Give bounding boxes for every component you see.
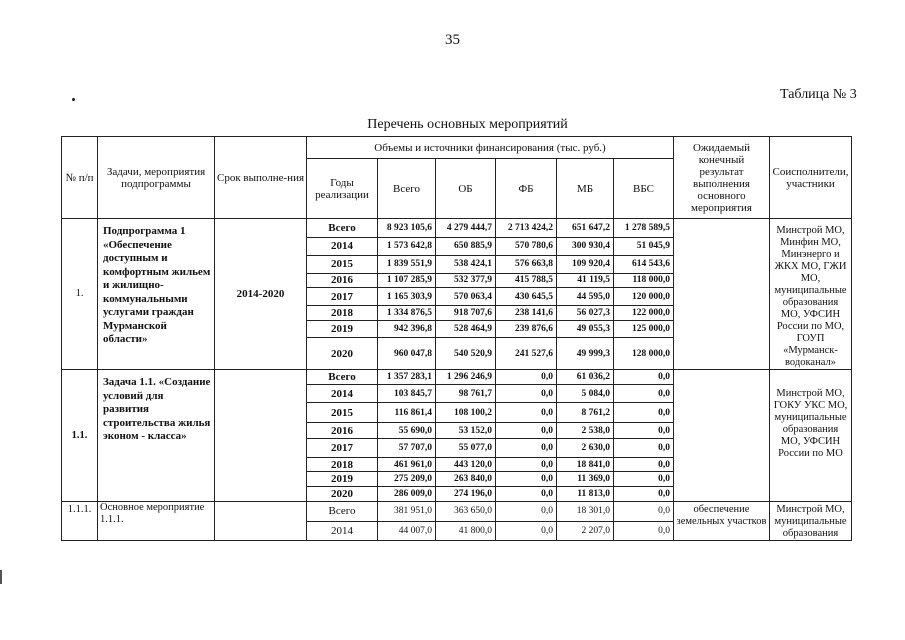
amount-total: 57 707,0 (378, 439, 436, 458)
table-row (62, 219, 852, 238)
amount-vbs: 0,0 (614, 403, 674, 423)
amount-vbs: 0,0 (614, 487, 674, 502)
task-title: Подпрограмма 1 «Обеспечение доступным и комфортным жильем и жилищно-коммунальными услугами граждан Мурманской области» (98, 219, 215, 370)
amount-fb: 415 788,5 (496, 273, 557, 288)
amount-total: 942 396,8 (378, 320, 436, 338)
header-fb: ФБ (496, 159, 557, 219)
amount-mb: 5 084,0 (557, 385, 614, 403)
row-number: 1.1.1. (62, 502, 98, 541)
amount-fb: 0,0 (496, 502, 557, 522)
amount-mb: 18 301,0 (557, 502, 614, 522)
amount-ob: 538 424,1 (436, 255, 496, 273)
amount-total: 116 861,4 (378, 403, 436, 423)
amount-fb: 576 663,8 (496, 255, 557, 273)
term-cell: 2014-2020 (215, 219, 307, 370)
row-number: 1.1. (62, 370, 98, 502)
amount-mb: 300 930,4 (557, 237, 614, 255)
amount-fb: 239 876,6 (496, 320, 557, 338)
term-cell (215, 502, 307, 541)
amount-mb: 2 630,0 (557, 439, 614, 458)
amount-fb: 0,0 (496, 487, 557, 502)
year-label: 2016 (307, 423, 378, 439)
header-term: Срок выполне-ния (215, 137, 307, 219)
amount-ob: 55 077,0 (436, 439, 496, 458)
amount-total: 461 961,0 (378, 458, 436, 472)
amount-fb: 0,0 (496, 423, 557, 439)
header-tasks: Задачи, мероприятия подпрограммы (98, 137, 215, 219)
amount-total: 1 839 551,9 (378, 255, 436, 273)
year-total-label: Всего (307, 370, 378, 385)
amount-total: 286 009,0 (378, 487, 436, 502)
amount-mb: 18 841,0 (557, 458, 614, 472)
table-label: Таблица № 3 (780, 87, 857, 102)
amount-fb: 2 713 424,2 (496, 219, 557, 238)
amount-vbs: 0,0 (614, 423, 674, 439)
amount-vbs: 122 000,0 (614, 305, 674, 320)
amount-fb: 0,0 (496, 521, 557, 541)
year-label: 2015 (307, 255, 378, 273)
amount-fb: 0,0 (496, 472, 557, 487)
expected-result (674, 370, 770, 502)
amount-total: 103 845,7 (378, 385, 436, 403)
header-funding: Объемы и источники финансирования (тыс. руб.) (307, 137, 674, 159)
stray-dot (72, 98, 75, 101)
year-label: 2020 (307, 338, 378, 370)
year-label: 2014 (307, 521, 378, 541)
amount-fb: 0,0 (496, 439, 557, 458)
amount-ob: 53 152,0 (436, 423, 496, 439)
amount-mb: 651 647,2 (557, 219, 614, 238)
year-label: 2019 (307, 472, 378, 487)
header-mb: МБ (557, 159, 614, 219)
year-label: 2015 (307, 403, 378, 423)
amount-total: 44 007,0 (378, 521, 436, 541)
amount-vbs: 0,0 (614, 370, 674, 385)
year-label: 2020 (307, 487, 378, 502)
co-executors: Минстрой МО, Минфин МО, Минэнерго и ЖКХ МО, ГЖИ МО, муниципальные образования МО, УФСИН России по МО, ГОУП «Мурманск-водоканал» (770, 219, 852, 370)
amount-mb: 44 595,0 (557, 288, 614, 306)
header-total: Всего (378, 159, 436, 219)
amount-mb: 8 761,2 (557, 403, 614, 423)
amount-mb: 11 813,0 (557, 487, 614, 502)
amount-mb: 11 369,0 (557, 472, 614, 487)
page-number: 35 (445, 32, 460, 48)
year-label: 2017 (307, 288, 378, 306)
amount-fb: 238 141,6 (496, 305, 557, 320)
amount-total: 55 690,0 (378, 423, 436, 439)
amount-ob: 443 120,0 (436, 458, 496, 472)
header-num: № п/п (62, 137, 98, 219)
amount-mb: 61 036,2 (557, 370, 614, 385)
amount-fb: 0,0 (496, 403, 557, 423)
amount-mb: 2 538,0 (557, 423, 614, 439)
amount-vbs: 0,0 (614, 385, 674, 403)
amount-total: 1 334 876,5 (378, 305, 436, 320)
amount-ob: 918 707,6 (436, 305, 496, 320)
expected-result: обеспечение земельных участков (674, 502, 770, 541)
amount-ob: 528 464,9 (436, 320, 496, 338)
header-years: Годы реализации (307, 159, 378, 219)
year-label: 2018 (307, 458, 378, 472)
amount-vbs: 0,0 (614, 472, 674, 487)
amount-total: 1 107 285,9 (378, 273, 436, 288)
task-title: Задача 1.1. «Создание условий для развития строительства жилья эконом - класса» (98, 370, 215, 502)
year-label: 2014 (307, 237, 378, 255)
row-number: 1. (62, 219, 98, 370)
amount-ob: 570 063,4 (436, 288, 496, 306)
amount-mb: 49 999,3 (557, 338, 614, 370)
amount-ob: 263 840,0 (436, 472, 496, 487)
term-cell (215, 370, 307, 502)
year-total-label: Всего (307, 502, 378, 522)
amount-fb: 430 645,5 (496, 288, 557, 306)
amount-total: 1 165 303,9 (378, 288, 436, 306)
amount-vbs: 0,0 (614, 502, 674, 522)
scan-edge-mark (0, 570, 2, 584)
activities-table (61, 136, 852, 541)
table-row (62, 370, 852, 385)
amount-vbs: 51 045,9 (614, 237, 674, 255)
amount-ob: 41 800,0 (436, 521, 496, 541)
expected-result (674, 219, 770, 370)
year-total-label: Всего (307, 219, 378, 238)
header-vbs: ВБС (614, 159, 674, 219)
amount-ob: 532 377,9 (436, 273, 496, 288)
amount-fb: 241 527,6 (496, 338, 557, 370)
header-ob: ОБ (436, 159, 496, 219)
co-executors: Минстрой МО, муниципальные образования (770, 502, 852, 541)
amount-total: 8 923 105,6 (378, 219, 436, 238)
year-label: 2016 (307, 273, 378, 288)
amount-vbs: 128 000,0 (614, 338, 674, 370)
amount-total: 1 573 642,8 (378, 237, 436, 255)
amount-fb: 0,0 (496, 385, 557, 403)
amount-vbs: 0,0 (614, 521, 674, 541)
amount-fb: 570 780,6 (496, 237, 557, 255)
amount-mb: 41 119,5 (557, 273, 614, 288)
table-title: Перечень основных мероприятий (367, 117, 568, 132)
amount-fb: 0,0 (496, 370, 557, 385)
amount-fb: 0,0 (496, 458, 557, 472)
amount-ob: 98 761,7 (436, 385, 496, 403)
table-row (62, 502, 852, 522)
amount-ob: 274 196,0 (436, 487, 496, 502)
amount-vbs: 614 543,6 (614, 255, 674, 273)
co-executors: Минстрой МО, ГОКУ УКС МО, муниципальные образования МО, УФСИН России по МО (770, 370, 852, 502)
amount-mb: 109 920,4 (557, 255, 614, 273)
year-label: 2014 (307, 385, 378, 403)
amount-vbs: 118 000,0 (614, 273, 674, 288)
year-label: 2017 (307, 439, 378, 458)
amount-mb: 2 207,0 (557, 521, 614, 541)
amount-vbs: 125 000,0 (614, 320, 674, 338)
amount-total: 1 357 283,1 (378, 370, 436, 385)
amount-vbs: 0,0 (614, 439, 674, 458)
amount-ob: 108 100,2 (436, 403, 496, 423)
amount-vbs: 120 000,0 (614, 288, 674, 306)
year-label: 2019 (307, 320, 378, 338)
amount-ob: 540 520,9 (436, 338, 496, 370)
amount-total: 275 209,0 (378, 472, 436, 487)
amount-total: 381 951,0 (378, 502, 436, 522)
amount-ob: 650 885,9 (436, 237, 496, 255)
amount-vbs: 1 278 589,5 (614, 219, 674, 238)
year-label: 2018 (307, 305, 378, 320)
amount-ob: 1 296 246,9 (436, 370, 496, 385)
header-executors: Соисполнители, участники (770, 137, 852, 219)
amount-ob: 363 650,0 (436, 502, 496, 522)
header-result: Ожидаемый конечный результат выполнения основного мероприятия (674, 137, 770, 219)
amount-ob: 4 279 444,7 (436, 219, 496, 238)
task-title: Основное мероприятие 1.1.1. (98, 502, 215, 541)
amount-total: 960 047,8 (378, 338, 436, 370)
amount-vbs: 0,0 (614, 458, 674, 472)
amount-mb: 56 027,3 (557, 305, 614, 320)
amount-mb: 49 055,3 (557, 320, 614, 338)
